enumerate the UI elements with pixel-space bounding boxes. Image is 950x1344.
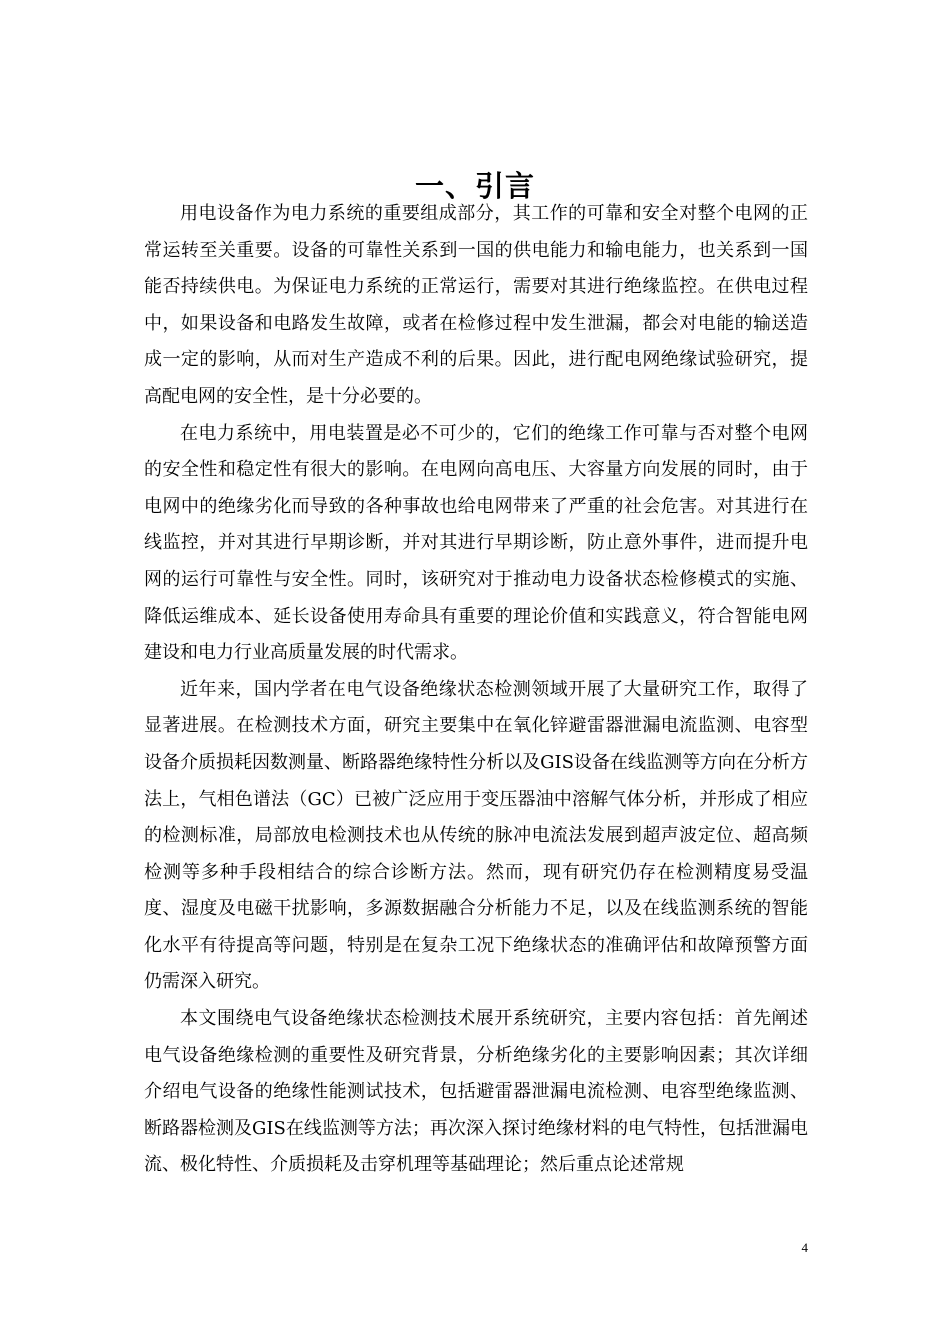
page-title: 一、引言	[414, 169, 535, 204]
paragraph: 在电力系统中，用电装置是必不可少的，它们的绝缘工作可靠与否对整个电网的安全性和稳定性有很大的影响。在电网向高电压、大容量方向发展的同时，由于电网中的绝缘劣化而导致的各种事故也给电网带来了严重的社会危害。对其进行在线监控，并对其进行早期诊断，并对其进行早期诊断，防止意外事件，进而提升电网的运行可靠性与安全性。同时，该研究对于推动电力设备状态检修模式的实施、降低运维成本、延长设备使用寿命具有重要的理论价值和实践意义，符合智能电网建设和电力行业高质量发展的时代需求。	[144, 422, 808, 664]
body-text	[144, 196, 808, 1184]
paragraph: 用电设备作为电力系统的重要组成部分，其工作的可靠和安全对整个电网的正常运转至关重要。设备的可靠性关系到一国的供电能力和输电能力，也关系到一国能否持续供电。为保证电力系统的正常运行，需要对其进行绝缘监控。在供电过程中，如果设备和电路发生故障，或者在检修过程中发生泄漏，都会对电能的输送造成一定的影响，从而对生产造成不利的后果。因此，进行配电网绝缘试验研究，提高配电网的安全性，是十分必要的。	[144, 203, 808, 407]
paragraph: 本文围绕电气设备绝缘状态检测技术展开系统研究，主要内容包括：首先阐述电气设备绝缘检测的重要性及研究背景，分析绝缘劣化的主要影响因素；其次详细介绍电气设备的绝缘性能测试技术，包括避雷器泄漏电流检测、电容型绝缘监测、断路器检测及GIS在线监测等方法；再次深入探讨绝缘材料的电气特性，包括泄漏电流、极化特性、介质损耗及击穿机理等基础理论；然后重点论述常规	[144, 1008, 808, 1176]
page-number: 4	[801, 1240, 808, 1255]
paragraph: 近年来，国内学者在电气设备绝缘状态检测领域开展了大量研究工作，取得了显著进展。在检测技术方面，研究主要集中在氧化锌避雷器泄漏电流监测、电容型设备介质损耗因数测量、断路器绝缘特性分析以及GIS设备在线监测等方向在分析方法上，气相色谱法（GC）已被广泛应用于变压器油中溶解气体分析，并形成了相应的检测标准，局部放电检测技术也从传统的脉冲电流法发展到超声波定位、超高频检测等多种手段相结合的综合诊断方法。然而，现有研究仍存在检测精度易受温度、湿度及电磁干扰影响，多源数据融合分析能力不足，以及在线监测系统的智能化水平有待提高等问题，特别是在复杂工况下绝缘状态的准确评估和故障预警方面仍需深入研究。	[144, 678, 808, 993]
